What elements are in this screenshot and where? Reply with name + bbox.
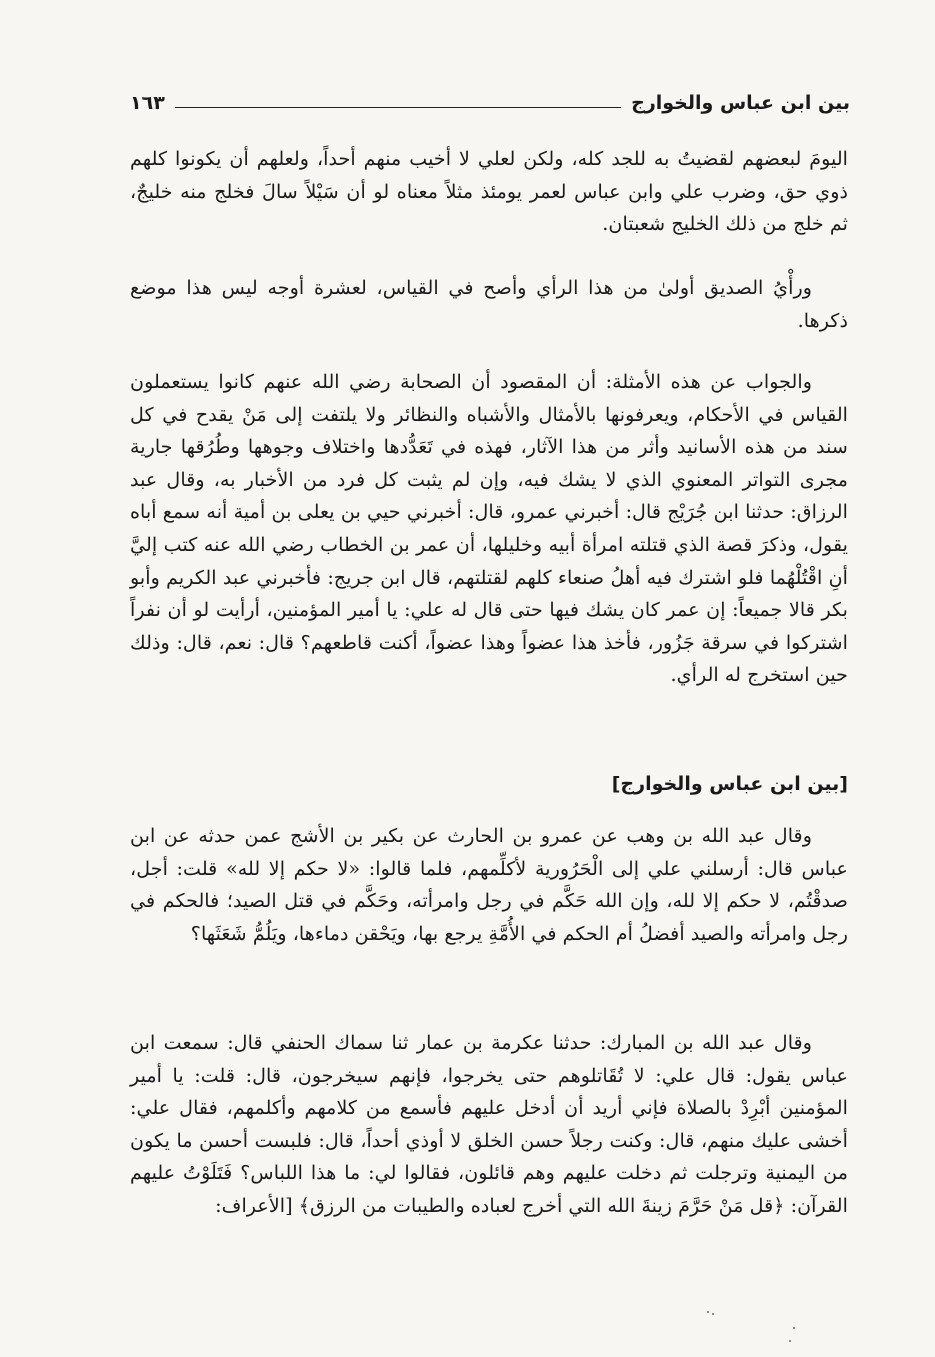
header-title: بين ابن عباس والخوارج bbox=[631, 92, 850, 114]
paragraph-1 bbox=[130, 143, 848, 241]
paragraph-4 bbox=[130, 820, 848, 950]
paragraph-3 bbox=[130, 366, 848, 692]
paragraph-3-text: والجواب عن هذه الأمثلة: أن المقصود أن الصحابة رضي الله عنهم كانوا يستعملون القياس في الأحكام، ويعرفونها بالأمثال والأشباه والنظائر ولا يلتفت إلى مَنْ يقدح في كل سند من هذه الأسانيد وأثر من هذا الآثار، فهذه في تَعَدُّدها واختلاف وجوهها وطُرُقها جارية مجرى التواتر المعنوي الذي لا يشك فيه، وإن لم يثبت كل فرد من الأخبار به، وقال عبد الرزاق: حدثنا ابن جُرَيْج قال: أخبرني عمرو، قال: أخبرني حيي بن يعلى بن أمية أنه سمع أباه يقول، وذكرَ قصة الذي قتلته امرأة أبيه وخليلها، أن عمر بن الخطاب رضي الله عنه كتب إليَّ أنِ اقْتُلْهُما فلو اشترك فيه أهلُ صنعاء كلهم لقتلتهم، قال ابن جريج: فأخبرني عبد الكريم وأبو بكر قالا جميعاً: إن عمر كان يشك فيها حتى قال له علي: يا أمير المؤمنين، أرأيت لو أن نفراً اشتركوا في سرقة جَزُور، فأخذ هذا عضواً وهذا عضواً، أكنت قاطعهم؟ قال: نعم، قال: وذلك حين استخرج له الرأي. bbox=[130, 370, 848, 687]
header-rule bbox=[175, 107, 621, 108]
page-number: ١٦٣ bbox=[130, 92, 165, 114]
paragraph-2 bbox=[130, 272, 848, 337]
paragraph-2-text: ورأْيُ الصديق أولىٰ من هذا الرأي وأصح في القياس، لعشرة أوجه ليس هذا موضع ذكرها. bbox=[130, 276, 848, 332]
section-heading: [بين ابن عباس والخوارج] bbox=[611, 773, 848, 795]
scan-speck bbox=[707, 1311, 709, 1313]
paragraph-1-text: اليومَ لبعضهم لقضيتُ به للجد كله، ولكن لعلي لا أخيب منهم أحداً، ولعلهم أن يكونوا كلهم ذوي حق، وضرب علي وابن عباس لعمر يومئذ مثلاً معناه لو أن سَيْلاً سالَ فخلج منه خليجٌ، ثم خلج من ذلك الخليج شعبتان. bbox=[130, 147, 848, 236]
paragraph-5 bbox=[130, 1027, 848, 1223]
paragraph-5-text: وقال عبد الله بن المبارك: حدثنا عكرمة بن عمار ثنا سماك الحنفي قال: سمعت ابن عباس يقول: قال علي: لا تُقَاتلوهم حتى يخرجوا، فإنهم سيخرجون، قال: قلت: يا أمير المؤمنين أبْرِدْ بالصلاة فإني أريد أن أدخل عليهم فأسمع من كلامهم وأكلمهم، فقال علي: أخشى عليك منهم، قال: وكنت رجلاً حسن الخلق لا أوذي أحداً، قال: فلبست أحسن ما يكون من اليمنية وترجلت ثم دخلت عليهم وهم قائلون، فقالوا لي: ما هذا اللباس؟ فَتَلَوْتُ عليهم القرآن: ﴿قل مَنْ حَرَّمَ زينةَ الله التي أخرج لعباده والطيبات من الرزق﴾ [الأعراف: bbox=[130, 1031, 848, 1217]
scan-speck bbox=[793, 1327, 795, 1329]
running-header bbox=[130, 86, 850, 120]
paragraph-4-text: وقال عبد الله بن وهب عن عمرو بن الحارث عن بكير بن الأشج عمن حدثه عن ابن عباس قال: أرسلني علي إلى الْحَرُورية لأكلِّمهم، فلما قالوا: «لا حكم إلا لله» قلت: أجل، صدقْتُم، لا حكم إلا لله، وإن الله حَكَّم في رجل وامرأته، وحَكَّم في قتل الصيد؛ فالحكم في رجل وامرأته والصيد أفضلُ أم الحكم في الأُمَّةِ يرجع بها، ويَحْقن دماءها، ويَلُمُّ شَعَثَها؟ bbox=[130, 824, 848, 945]
scan-speck bbox=[712, 1313, 714, 1315]
scan-speck bbox=[789, 1340, 791, 1342]
